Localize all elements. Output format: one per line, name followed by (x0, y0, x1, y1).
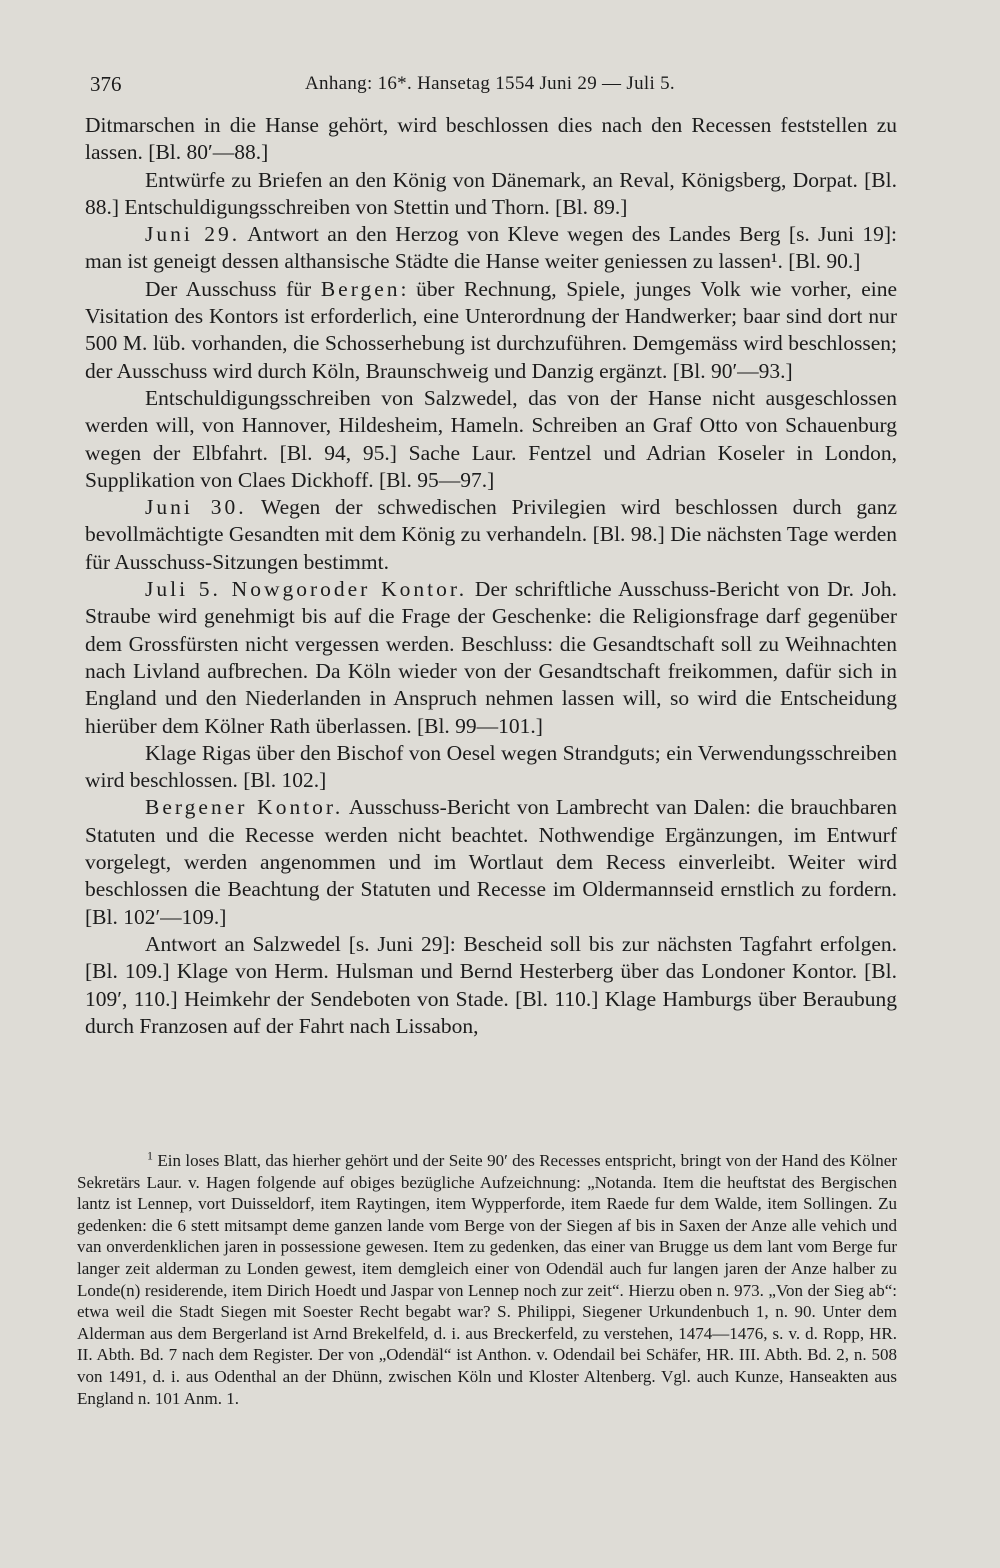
paragraph: Entwürfe zu Briefen an den König von Dänemark, an Reval, Königsberg, Dorpat. [Bl. 88.] Entschuldigungsschreiben von Stettin und Thorn. [Bl. 89.] (85, 167, 897, 219)
paragraph: Klage Rigas über den Bischof von Oesel wegen Strandguts; ein Verwendungsschreiben wird beschlossen. [Bl. 102.] (85, 740, 897, 793)
footnote-text: Ein loses Blatt, das hierher gehört und der Seite 90′ des Recesses entspricht, bringt von der Hand des Kölner Sekretärs Laur. v. Hagen folgende auf obiges bezügliche Aufzeichnung: „Notanda. Item die heuftstat des Bergischen lantz ist Lennep, vort Duisseldorf, item Raytingen, item Wypperforde, item Raede fur dem Walde, item Sollingen. Zu gedenken: die 6 stett mitsampt deme ganzen lande vom Berge von der Siegen af bis in Saxen der Anze alle vehich und van onverdenklichen jaren in possessione gewesen. Item zu gedenken, das einer van Brugge us dem lant vom Berge fur langer zeit alderman zu Londen gewest, item demgleich einer von Odendäl auch fur langen jaren der Anze halber zu Londe(n) residerende, item Dirich Hoedt und Jaspar von Lennep noch zur zeit“. Hierzu oben n. 973. „Von der Sieg ab“: etwa weil die Stadt Siegen mit Soester Recht begabt war? S. Philippi, Siegener Urkundenbuch 1, n. 90. Unter dem Alderman aus dem Bergerland ist Arnd Brekelfeld, d. i. aus Breckerfeld, zu verstehen, 1474—1476, s. v. d. Ropp, HR. II. Abth. Bd. 7 nach dem Register. Der von „Odendäl“ ist Anthon. v. Odendail bei Schäfer, HR. III. Abth. Bd. 2, n. 508 von 1491, d. i. aus Odenthal an der Dhünn, zwischen Köln und Kloster Altenberg. Vgl. auch Kunze, Hanseakten aus England n. 101 Anm. 1. (77, 1151, 897, 1408)
paragraph: Juni 29. Antwort an den Herzog von Kleve wegen des Landes Berg [s. Juni 19]: man ist geneigt dessen althansische Städte die Hanse weiter geniessen zu lassen¹. [Bl. 90.] (85, 222, 897, 274)
paragraph: Entschuldigungsschreiben von Salzwedel, das von der Hanse nicht ausgeschlossen werden will, von Hannover, Hildesheim, Hameln. Schreiben an Graf Otto von Schauenburg wegen der Elbfahrt. [Bl. 94, 95.] Sache Laur. Fentzel und Adrian Koseler in London, Supplikation von Claes Dickhoff. [Bl. 95—97.] (85, 385, 897, 492)
paragraph: Der Ausschuss für Bergen: über Rechnung, Spiele, junges Volk wie vorher, eine Visitation des Kontors ist erforderlich, eine Unterordnung der Handwerker; baar sind dort nur 500 M. lüb. vorhanden, die Schosserhebung ist durchzuführen. Demgemäss wird beschlossen; der Ausschuss wird durch Köln, Braunschweig und Danzig ergänzt. [Bl. 90′—93.] (85, 276, 897, 383)
page-number: 376 (90, 72, 122, 96)
paragraph: Antwort an Salzwedel [s. Juni 29]: Bescheid soll bis zur nächsten Tagfahrt erfolgen. [Bl. 109.] Klage von Herm. Hulsman und Bernd Hesterberg über das Londoner Kontor. [Bl. 109′, 110.] Heimkehr der Sendeboten von Stade. [Bl. 110.] Klage Hamburgs über Beraubung durch Franzosen auf der Fahrt nach Lissabon, (85, 931, 897, 1038)
running-title: Anhang: 16*. Hansetag 1554 Juni 29 — Juli 5. (305, 73, 675, 94)
paragraph: Bergener Kontor. Ausschuss-Bericht von Lambrecht van Dalen: die brauchbaren Statuten und die Recesse werden nicht beachtet. Nothwendige Ergänzungen, im Entwurf vorgelegt, werden angenommen und im Wortlaut dem Recess einverleibt. Weiter wird beschlossen die Beachtung der Statuten und Recesse im Oldermannseid ernstlich zu fordern. [Bl. 102′—109.] (85, 795, 897, 929)
paragraph: Juni 30. Wegen der schwedischen Privilegien wird beschlossen durch ganz bevollmächtigte Gesandten mit dem König zu verhandeln. [Bl. 98.] Die nächsten Tage werden für Ausschuss-Sitzungen bestimmt. (85, 495, 898, 574)
footnote-mark: 1 (147, 1148, 153, 1163)
footnote-block (77, 1150, 897, 1409)
main-text (85, 112, 897, 1040)
paragraph: Juli 5. Nowgoroder Kontor. Der schriftliche Ausschuss-Bericht von Dr. Joh. Straube wird genehmigt bis auf die Frage der Geschenke: die Religionsfrage darf gegenüber dem Grossfürsten nicht vergessen werden. Beschluss: die Gesandtschaft soll zu Weihnachten nach Livland aufbrechen. Da Köln wieder von der Gesandtschaft freikommen, dafür sich in England und den Niederlanden in Anspruch nehmen lassen will, so wird die Entscheidung hierüber dem Kölner Rath überlassen. [Bl. 99—101.] (85, 577, 897, 738)
paragraph: Ditmarschen in die Hanse gehört, wird beschlossen dies nach den Recessen feststellen zu lassen. [Bl. 80′—88.] (85, 113, 897, 165)
footnote (77, 1150, 897, 1409)
